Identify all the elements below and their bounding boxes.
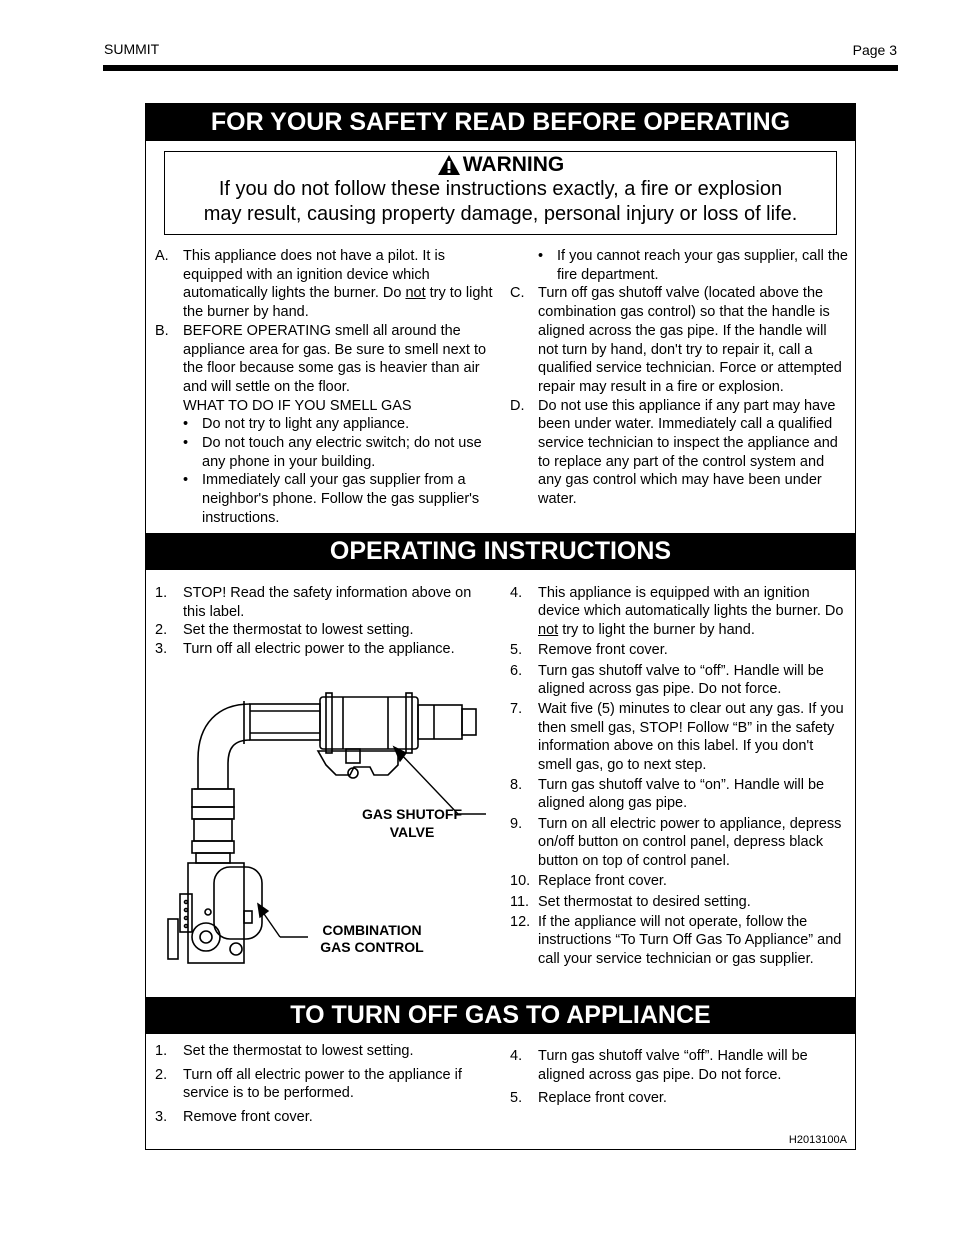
gas-valve-diagram xyxy=(158,689,498,964)
warning-line-2: may result, causing property damage, personal injury or loss of life. xyxy=(203,203,798,225)
control-label-line-2: GAS CONTROL xyxy=(320,939,424,955)
warning-heading xyxy=(165,153,836,177)
step-item: 3. Remove front cover. xyxy=(155,1109,313,1126)
safety-item-b xyxy=(155,322,495,416)
bullet-item: • Immediately call your gas supplier from a neighbor's phone. Follow the gas supplier's instructions. xyxy=(183,472,480,526)
page-number: Page 3 xyxy=(852,42,897,58)
safety-left-column xyxy=(155,247,495,528)
step-item: 4. Turn gas shutoff valve “off”. Handle will be aligned across gas pipe. Do not force. xyxy=(510,1048,808,1083)
step-item: 10. Replace front cover. xyxy=(510,873,667,890)
operating-left-column xyxy=(155,584,495,659)
underlined-word: not xyxy=(538,621,559,638)
safety-item-a xyxy=(155,247,495,322)
safety-right-column xyxy=(510,247,848,509)
brand-name: SUMMIT xyxy=(104,41,160,57)
item-text: This appliance does not have a pilot. It is equipped with an ignition device which automatically lights the burner. Do xyxy=(183,248,445,302)
bullet-item: • Do not try to light any appliance. xyxy=(183,416,410,433)
step-item: 7. Wait five (5) minutes to clear out any gas. If you then smell gas, STOP! Follow “B” in the safety information above on this label. If you don't smell gas, go to next step. xyxy=(510,701,844,773)
step-item: 5. Remove front cover. xyxy=(510,642,668,659)
bullet-item: • Do not touch any electric switch; do not use any phone in your building. xyxy=(183,435,482,470)
underlined-word: not xyxy=(405,285,426,302)
safety-heading: FOR YOUR SAFETY READ BEFORE OPERATING xyxy=(146,104,855,141)
safety-label xyxy=(145,103,856,1150)
document-code: H2013100A xyxy=(788,1134,847,1146)
safety-item-c xyxy=(510,284,848,396)
warning-triangle-icon xyxy=(437,154,461,176)
item-text: BEFORE OPERATING smell all around the appliance area for gas. Be sure to smell next to the floor because some gas is heavier than air and will settle on the floor. xyxy=(183,322,487,395)
item-marker: B. xyxy=(155,322,169,339)
header-rule xyxy=(103,65,898,71)
step-item: 2. Set the thermostat to lowest setting. xyxy=(155,622,414,639)
step-item: 12. If the appliance will not operate, follow the instructions “To Turn Off Gas To Appliance” and call your service technician or gas supplier. xyxy=(510,913,842,967)
operating-right-column xyxy=(510,584,850,968)
step-item: 9. Turn on all electric power to appliance, depress on/off button on control panel, depress black button on top of control panel. xyxy=(510,815,842,869)
step-item: 1. Set the thermostat to lowest setting. xyxy=(155,1043,414,1059)
control-label-line-1: COMBINATION xyxy=(322,922,422,938)
step-item: 4. This appliance is equipped with an ignition device which automatically lights the burner. Do not try to light the burner by hand. xyxy=(510,585,844,638)
bullet-item: • If you cannot reach your gas supplier, call the fire department. xyxy=(538,248,848,283)
operating-heading: OPERATING INSTRUCTIONS xyxy=(146,533,855,570)
subheading: WHAT TO DO IF YOU SMELL GAS xyxy=(183,397,412,414)
item-marker: C. xyxy=(510,285,525,302)
warning-line-1: If you do not follow these instructions exactly, a fire or explosion xyxy=(218,178,783,200)
turnoff-right-column xyxy=(510,1047,850,1108)
step-item: 5. Replace front cover. xyxy=(510,1090,667,1107)
step-item: 3. Turn off all electric power to the appliance. xyxy=(155,641,455,658)
item-marker: D. xyxy=(510,397,525,414)
valve-label-line-2: VALVE xyxy=(389,824,435,840)
safety-item-d xyxy=(510,397,848,509)
warning-title: WARNING xyxy=(462,153,565,176)
valve-label-line-1: GAS SHUTOFF xyxy=(361,806,463,822)
turnoff-left-column xyxy=(155,1042,495,1127)
step-item: 8. Turn gas shutoff valve to “on”. Handle will be aligned along gas pipe. xyxy=(510,777,825,812)
turnoff-heading: TO TURN OFF GAS TO APPLIANCE xyxy=(146,997,855,1034)
item-marker: A. xyxy=(155,248,169,264)
warning-box xyxy=(164,151,837,235)
step-item: 11. Set thermostat to desired setting. xyxy=(510,893,751,910)
item-text: Turn off gas shutoff valve (located above the combination gas control) so that the handle is aligned across the gas pipe. If the handle will not turn by hand, don't try to repair it, call a qualified service technician. Force or attempted repair may result in a fire or explosion. xyxy=(538,285,842,395)
item-text: Do not use this appliance if any part may have been under water. Immediately call a qualified service technician to inspect the appliance and to replace any part of the control system and any gas control which may have been under water. xyxy=(538,397,838,508)
step-item: 1. STOP! Read the safety information above on this label. xyxy=(155,585,472,620)
step-item: 6. Turn gas shutoff valve to “off”. Handle will be aligned across gas pipe. Do not force. xyxy=(510,662,824,698)
item-text: try to light the burner by hand. xyxy=(183,285,493,321)
step-item: 2. Turn off all electric power to the appliance if service is to be performed. xyxy=(155,1066,462,1102)
